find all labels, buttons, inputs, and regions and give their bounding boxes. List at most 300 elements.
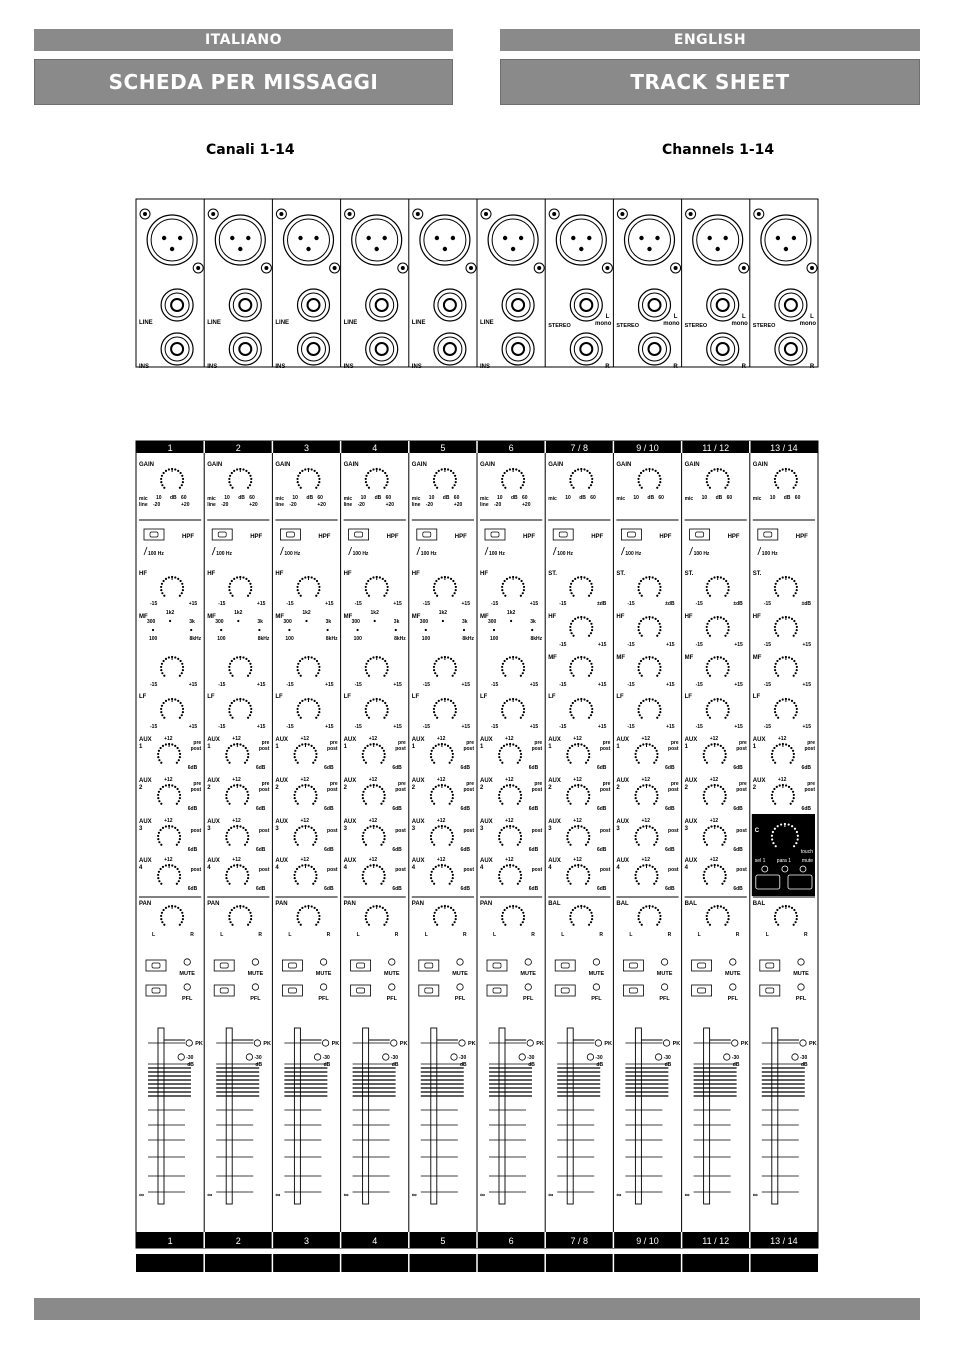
scale-dot: [515, 698, 517, 700]
scale-dot: [790, 762, 792, 764]
eq-scale-label: +15: [325, 724, 334, 730]
pfl-led: [457, 984, 463, 990]
scale-dot: [382, 470, 384, 472]
switch-cap: [288, 988, 296, 993]
italian-subtitle: Canali 1-14: [206, 142, 295, 158]
scale-dot: [640, 660, 642, 662]
scale-dot: [315, 756, 317, 758]
gain-scale-label: 60: [658, 495, 664, 501]
scale-dot: [706, 629, 708, 631]
scale-dot: [181, 714, 183, 716]
scale-dot: [793, 702, 795, 704]
scale-dot: [430, 753, 432, 755]
mf-freq-label: 3k: [257, 619, 263, 625]
scale-dot: [709, 717, 711, 719]
scale-dot: [314, 759, 316, 761]
pk-label: PK: [672, 1041, 681, 1047]
scale-dot: [299, 660, 301, 662]
scale-dot: [231, 472, 233, 474]
scale-dot: [782, 905, 784, 907]
signal-threshold-label: -30: [800, 1055, 808, 1061]
scale-dot: [233, 743, 235, 745]
scale-dot: [720, 786, 722, 788]
scale-dot: [160, 844, 162, 846]
switch-cap: [150, 532, 158, 537]
scale-dot: [659, 583, 661, 585]
scale-dot: [706, 626, 708, 628]
scale-dot: [231, 909, 233, 911]
scale-dot: [182, 918, 184, 920]
scale-dot: [649, 864, 651, 866]
scale-dot: [706, 669, 708, 671]
scale-dot: [502, 484, 504, 486]
gain-scale-label: 60: [181, 495, 187, 501]
aux-post-label: post: [258, 828, 270, 834]
scale-dot: [432, 747, 434, 749]
scale-dot: [641, 717, 643, 719]
scale-dot: [297, 762, 299, 764]
scale-dot: [706, 762, 708, 764]
scale-dot: [659, 666, 661, 668]
scale-dot: [658, 632, 660, 634]
aux-scale-label: 6dB: [324, 886, 334, 892]
scale-dot: [506, 578, 508, 580]
scale-dot: [517, 844, 519, 846]
scale-dot: [503, 866, 505, 868]
signal-led: [519, 1054, 525, 1060]
scale-dot: [725, 580, 727, 582]
scale-dot: [362, 753, 364, 755]
scale-dot: [717, 784, 719, 786]
scale-dot: [720, 468, 722, 470]
scale-dot: [447, 827, 449, 829]
aux-pre-label: pre: [739, 781, 747, 787]
scale-dot: [179, 487, 181, 489]
scale-dot: [782, 656, 784, 658]
gain-mic-label: mic: [684, 496, 694, 502]
fader-slot: [363, 1028, 369, 1204]
scale-dot: [498, 753, 500, 755]
xlr-pin: [579, 247, 583, 251]
scale-dot: [727, 705, 729, 707]
pfl-label: PFL: [386, 996, 397, 1002]
scale-dot: [174, 905, 176, 907]
scale-dot: [722, 788, 724, 790]
scale-dot: [433, 918, 435, 920]
scale-dot: [229, 705, 231, 707]
scale-dot: [580, 825, 582, 827]
gain-db-label: dB: [647, 495, 655, 501]
scale-dot: [174, 698, 176, 700]
scale-dot: [574, 743, 576, 745]
aux-pre-label: pre: [739, 740, 747, 746]
scale-dot: [795, 705, 797, 707]
scale-dot: [362, 877, 364, 879]
scale-dot: [723, 907, 725, 909]
scale-dot: [707, 786, 709, 788]
scale-dot: [362, 835, 364, 837]
switch-cap: [355, 532, 363, 537]
scale-dot: [777, 635, 779, 637]
signal-db-label: dB: [460, 1062, 467, 1068]
scale-dot: [367, 472, 369, 474]
fader-slot: [158, 1028, 164, 1204]
pfl-switch: [555, 985, 575, 996]
scale-dot: [295, 841, 297, 843]
scale-dot: [179, 794, 181, 796]
scale-dot: [387, 478, 389, 480]
scale-dot: [228, 762, 230, 764]
scale-dot: [454, 912, 456, 914]
scale-dot: [566, 838, 568, 840]
scale-dot: [570, 663, 572, 665]
jack-hole: [717, 343, 729, 355]
scale-dot: [707, 866, 709, 868]
scale-dot: [793, 753, 795, 755]
scale-dot: [500, 747, 502, 749]
scale-dot: [383, 871, 385, 873]
scale-dot: [226, 841, 228, 843]
eq-scale-label: -15: [218, 601, 226, 607]
pan-label: BAL: [548, 901, 561, 907]
scale-dot: [369, 907, 371, 909]
scale-dot: [638, 663, 640, 665]
stereo-label: STEREO: [752, 323, 776, 329]
gain-scale-label: +20: [522, 502, 531, 508]
scale-dot: [566, 753, 568, 755]
scale-dot: [638, 762, 640, 764]
scale-dot: [179, 717, 181, 719]
aux-scale-label: +12: [505, 818, 514, 824]
scale-dot: [249, 475, 251, 477]
scale-dot: [649, 743, 651, 745]
aux-number-label: 4: [548, 865, 552, 871]
switch-cap: [559, 532, 567, 537]
scale-dot: [376, 784, 378, 786]
scale-dot: [588, 794, 590, 796]
scale-dot: [226, 871, 228, 873]
aux-number-label: 2: [752, 785, 757, 791]
scale-dot: [387, 915, 389, 917]
scale-dot: [296, 478, 298, 480]
scale-dot: [793, 660, 795, 662]
scale-dot: [788, 576, 790, 578]
scale-dot: [247, 794, 249, 796]
scale-dot: [724, 838, 726, 840]
scale-dot: [431, 791, 433, 793]
screw-head: [333, 266, 337, 270]
scale-dot: [797, 838, 799, 840]
scale-dot: [177, 578, 179, 580]
scale-dot: [795, 623, 797, 625]
aux-post-label: post: [736, 787, 747, 793]
scale-dot: [641, 675, 643, 677]
scale-dot: [236, 468, 238, 470]
scale-dot: [165, 825, 167, 827]
jack-hole: [171, 343, 183, 355]
scale-dot: [380, 803, 382, 805]
scale-dot: [506, 743, 508, 745]
scale-dot: [523, 478, 525, 480]
xlr-pin: [571, 236, 575, 240]
scale-dot: [725, 794, 727, 796]
scale-dot: [455, 708, 457, 710]
scale-dot: [379, 698, 381, 700]
mute-label: MUTE: [793, 971, 809, 977]
scale-dot: [387, 666, 389, 668]
scale-dot: [517, 803, 519, 805]
scale-dot: [641, 487, 643, 489]
scale-dot: [247, 756, 249, 758]
scale-dot: [362, 750, 364, 752]
gain-db-label: dB: [579, 495, 586, 501]
scale-dot: [793, 717, 795, 719]
scale-dot: [587, 759, 589, 761]
scale-dot: [792, 791, 794, 793]
aux-scale-label: +12: [641, 857, 650, 863]
scale-dot: [294, 877, 296, 879]
pfl-switch: [282, 985, 302, 996]
scale-dot: [779, 700, 781, 702]
scale-dot: [369, 825, 371, 827]
scale-dot: [727, 629, 729, 631]
scale-dot: [727, 918, 729, 920]
scale-dot: [451, 750, 453, 752]
scale-dot: [572, 702, 574, 704]
scale-dot: [247, 924, 249, 926]
scale-dot: [301, 784, 303, 786]
jack-hole: [444, 343, 456, 355]
scale-dot: [704, 880, 706, 882]
eq-scale-label: -15: [491, 724, 499, 730]
scale-dot: [725, 874, 727, 876]
aux-post-label: post: [327, 746, 338, 752]
scale-dot: [656, 871, 658, 873]
jack-hole: [649, 343, 661, 355]
eq-scale-label: -15: [627, 601, 635, 607]
scale-dot: [299, 909, 301, 911]
mono-label: mono: [595, 321, 612, 327]
switch-cap: [629, 963, 637, 968]
scale-dot: [304, 698, 306, 700]
switch-cap: [561, 963, 569, 968]
aux-pre-label: pre: [329, 740, 338, 746]
jack-hole: [239, 343, 251, 355]
scale-dot: [228, 747, 230, 749]
scale-dot: [776, 745, 778, 747]
scale-dot: [383, 750, 385, 752]
scale-dot: [245, 907, 247, 909]
scale-dot: [518, 470, 520, 472]
scale-dot: [248, 909, 250, 911]
scale-dot: [315, 877, 317, 879]
scale-dot: [569, 747, 571, 749]
scale-dot: [180, 702, 182, 704]
scale-dot: [236, 698, 238, 700]
scale-dot: [512, 864, 514, 866]
scale-dot: [451, 759, 453, 761]
hf-label: HF: [275, 571, 284, 577]
scale-dot: [703, 791, 705, 793]
scale-dot: [655, 841, 657, 843]
scale-dot: [297, 883, 299, 885]
scale-dot: [791, 578, 793, 580]
scale-dot: [707, 592, 709, 594]
eq-scale-label: +15: [666, 724, 675, 730]
scale-dot: [247, 838, 249, 840]
scale-dot: [569, 711, 571, 713]
scale-dot: [161, 921, 163, 923]
pan-r-label: R: [326, 932, 331, 938]
scale-dot: [363, 841, 365, 843]
scale-dot: [181, 583, 183, 585]
scale-dot: [434, 484, 436, 486]
scale-dot: [788, 823, 790, 825]
scale-dot: [641, 924, 643, 926]
scale-dot: [583, 905, 585, 907]
scale-dot: [242, 905, 244, 907]
eq-scale-label: -15: [491, 682, 499, 688]
hpf-freq-label: 100 Hz: [420, 551, 437, 557]
scale-dot: [638, 629, 640, 631]
scale-dot: [796, 626, 798, 628]
mute-led: [252, 959, 258, 965]
scale-dot: [455, 586, 457, 588]
scale-dot: [452, 924, 454, 926]
scale-dot: [228, 829, 230, 831]
screw-head: [348, 212, 352, 216]
scale-dot: [577, 905, 579, 907]
scale-dot: [520, 595, 522, 597]
scale-dot: [436, 924, 438, 926]
scale-dot: [775, 632, 777, 634]
scale-dot: [315, 717, 317, 719]
scale-dot: [590, 714, 592, 716]
aux-scale-label: +12: [164, 857, 173, 863]
aux-scale-label: 6dB: [255, 847, 266, 853]
scale-dot: [590, 592, 592, 594]
scale-dot: [455, 915, 457, 917]
scale-dot: [504, 924, 506, 926]
line-label: LINE: [411, 320, 426, 326]
mf-freq-label: 8kHz: [189, 636, 202, 642]
scale-dot: [721, 844, 723, 846]
scale-dot: [231, 487, 233, 489]
aux-scale-label: +12: [232, 736, 241, 742]
eq-scale-label: -15: [354, 601, 362, 607]
scale-dot: [225, 756, 227, 758]
scale-dot: [431, 759, 433, 761]
scale-dot: [777, 675, 779, 677]
scale-dot: [233, 470, 235, 472]
aux-scale-label: 6dB: [255, 886, 266, 892]
scale-dot: [430, 797, 432, 799]
scale-dot: [365, 589, 367, 591]
switch-cap: [218, 532, 226, 537]
scale-dot: [435, 580, 437, 582]
scale-dot: [435, 827, 437, 829]
italiano-label: ITALIANO: [204, 32, 283, 48]
eq-scale-label: -15: [559, 682, 567, 688]
scale-dot: [451, 791, 453, 793]
scale-dot: [659, 586, 661, 588]
scale-dot: [499, 750, 501, 752]
scale-dot: [793, 756, 795, 758]
scale-dot: [515, 827, 517, 829]
scale-dot: [772, 842, 774, 844]
fader-inf-label: ∞: [411, 1192, 417, 1199]
eq-scale-label: +15: [256, 682, 266, 688]
scale-dot: [433, 883, 435, 885]
scale-dot: [642, 864, 644, 866]
scale-dot: [298, 714, 300, 716]
scale-dot: [178, 832, 180, 834]
scale-dot: [782, 576, 784, 578]
xlr-socket: [560, 219, 602, 261]
aux-scale-label: +12: [436, 818, 446, 824]
scale-dot: [710, 618, 712, 620]
scale-dot: [365, 918, 367, 920]
scale-dot: [774, 626, 776, 628]
scale-dot: [383, 924, 385, 926]
scale-dot: [177, 829, 179, 831]
mono-label: mono: [799, 321, 816, 327]
scale-dot: [724, 756, 726, 758]
scale-dot: [316, 660, 318, 662]
r-label: R: [809, 364, 815, 370]
pan-l-label: L: [561, 932, 565, 938]
scale-dot: [441, 905, 443, 907]
scale-dot: [444, 743, 446, 745]
scale-dot: [791, 825, 793, 827]
scale-dot: [162, 580, 164, 582]
scale-dot: [501, 883, 503, 885]
scale-dot: [655, 578, 657, 580]
scale-dot: [519, 750, 521, 752]
scale-dot: [376, 825, 378, 827]
fader-slot: [499, 1028, 505, 1204]
scale-dot: [380, 762, 382, 764]
scale-dot: [774, 915, 776, 917]
mf-dot: [493, 629, 495, 631]
eq-scale-label: -15: [763, 724, 772, 730]
aux-post-label: post: [668, 746, 679, 752]
scale-dot: [706, 623, 708, 625]
aux-scale-label: 6dB: [460, 847, 470, 853]
scale-dot: [245, 470, 247, 472]
scale-dot: [772, 750, 774, 752]
scale-dot: [239, 743, 241, 745]
aux-label: AUX: [548, 778, 561, 784]
pfl-label: PFL: [727, 996, 738, 1002]
aux-label: AUX: [207, 858, 220, 864]
eq-scale-label: +15: [325, 682, 334, 688]
hf-label: ST.: [684, 571, 694, 577]
scale-dot: [635, 832, 637, 834]
switch-cap: [493, 963, 501, 968]
switch-cap: [766, 963, 774, 968]
scale-dot: [713, 905, 715, 907]
mf-freq-label: 3k: [189, 619, 195, 625]
scale-dot: [383, 797, 385, 799]
eq-scale-label: +15: [529, 682, 539, 688]
scale-dot: [317, 592, 319, 594]
eq-scale-label: +15: [734, 724, 743, 730]
scale-dot: [569, 666, 571, 668]
aux-pre-label: pre: [261, 781, 270, 787]
screw-head: [537, 266, 541, 270]
channel-number-top: 13 / 14: [770, 443, 798, 453]
